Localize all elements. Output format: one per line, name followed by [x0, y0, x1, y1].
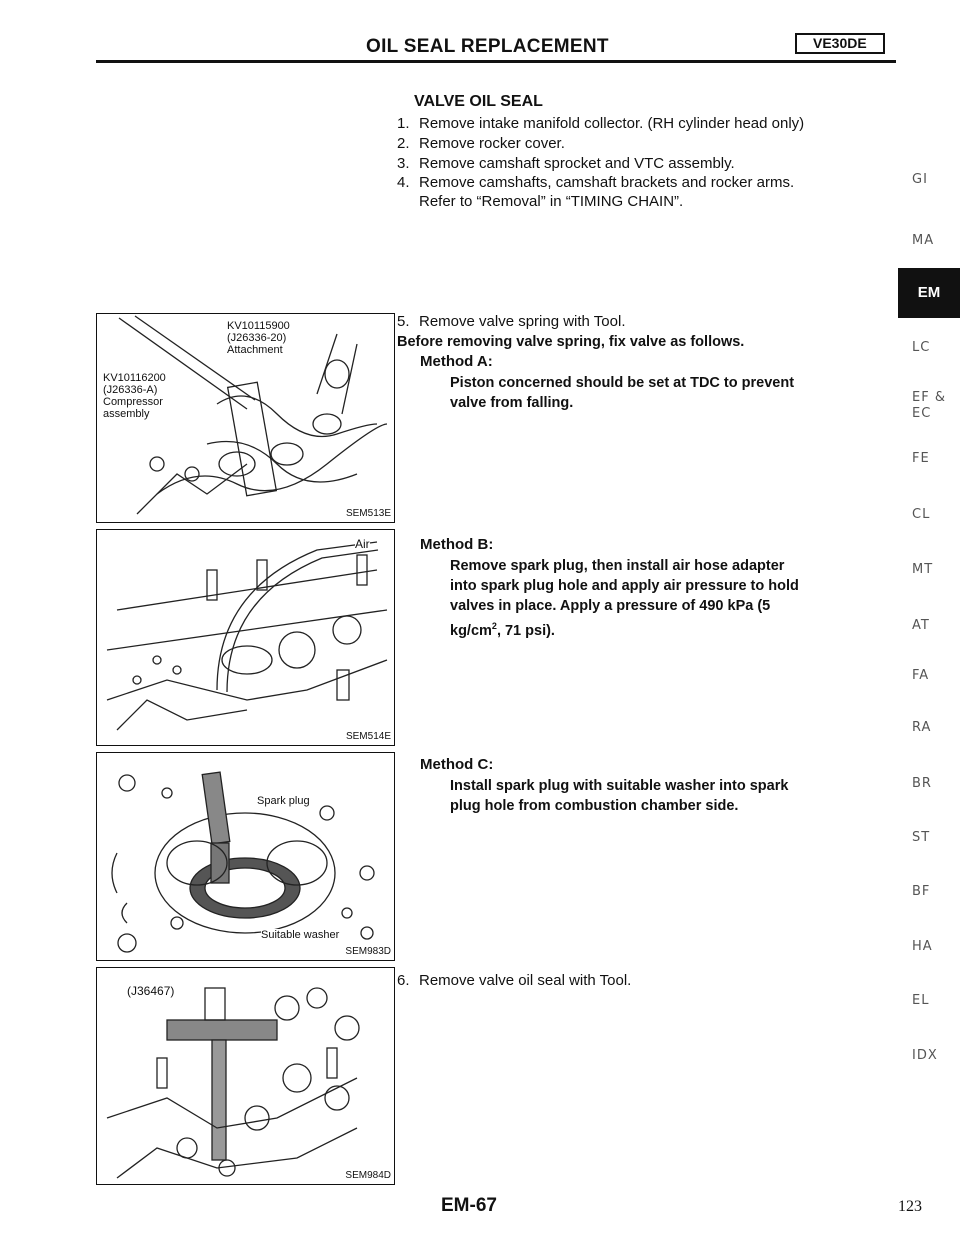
figure-code: SEM984D [345, 1170, 391, 1181]
header-rule [96, 60, 896, 63]
side-tab-bf[interactable]: BF [912, 884, 931, 899]
step-4: 4. Remove camshafts, camshaft brackets and rocker arms. [397, 174, 795, 191]
method-a-text: Piston concerned should be set at TDC to prevent valve from falling. [450, 375, 795, 411]
method-c-heading: Method C: [420, 756, 494, 773]
side-tab-ha[interactable]: HA [912, 939, 933, 954]
label-air: Air [355, 537, 370, 551]
side-tab-ma[interactable]: MA [912, 233, 935, 248]
page-number: 123 [898, 1198, 922, 1215]
side-tab-gi[interactable]: GI [912, 172, 928, 187]
side-tab-idx[interactable]: IDX [912, 1048, 938, 1063]
section-title: VALVE OIL SEAL [414, 93, 543, 110]
step-4-note: Refer to “Removal” in “TIMING CHAIN”. [419, 193, 684, 210]
side-tab-br[interactable]: BR [912, 776, 932, 791]
figure-code: SEM513E [345, 508, 391, 519]
step-2: 2. Remove rocker cover. [397, 135, 565, 152]
label-spark-plug: Spark plug [257, 795, 310, 807]
step-5: 5. Remove valve spring with Tool. [397, 313, 626, 330]
page-label: EM-67 [441, 1195, 497, 1216]
method-c-text: Install spark plug with suitable washer into spark plug hole from combustion chamber side. [450, 778, 789, 814]
step-3: 3. Remove camshaft sprocket and VTC assembly. [397, 155, 735, 172]
step-1: 1. Remove intake manifold collector. (RH cylinder head only) [397, 115, 805, 132]
figure-4-drawing [97, 968, 394, 1184]
figure-spark-plug-washer [96, 752, 395, 961]
side-tab-mt[interactable]: MT [912, 562, 934, 577]
figure-valve-oil-seal-tool [96, 967, 395, 1185]
figure-air-hose-adapter [96, 529, 395, 746]
label-tool-kv10116200: KV10116200 (J26336-A) Compressor assembly [103, 372, 166, 420]
page-title: OIL SEAL REPLACEMENT [366, 36, 609, 57]
figure-code: SEM514E [345, 731, 391, 742]
before-note: Before removing valve spring, fix valve as follows. [397, 334, 745, 350]
side-tab-fa[interactable]: FA [912, 668, 930, 683]
side-tab-fe[interactable]: FE [912, 451, 930, 466]
label-tool-kv10115900: KV10115900 (J26336-20) Attachment [227, 320, 290, 356]
figure-2-drawing [97, 530, 394, 745]
method-a-heading: Method A: [420, 353, 493, 370]
engine-badge: VE30DE [795, 33, 885, 54]
side-tab-st[interactable]: ST [912, 830, 931, 845]
figure-valve-spring-compressor [96, 313, 395, 523]
method-b-text: Remove spark plug, then install air hose adapter into spark plug hole and apply air pressure to hold valves in place. Apply a pressure of 490 kPa (5 $kg/cm^2$, 71 psi). [450, 558, 799, 639]
side-tab-el[interactable]: EL [912, 993, 930, 1008]
side-tab-ra[interactable]: RA [912, 720, 932, 735]
side-tab-cl[interactable]: CL [912, 507, 931, 522]
side-tab-ef[interactable]: EF & [912, 390, 946, 405]
figure-code: SEM983D [345, 946, 391, 957]
method-b-heading: Method B: [420, 536, 494, 553]
side-tab-lc[interactable]: LC [912, 340, 931, 355]
side-tab-ec[interactable]: EC [912, 406, 932, 421]
side-tab-at[interactable]: AT [912, 618, 930, 633]
step-6: 6. Remove valve oil seal with Tool. [397, 972, 632, 989]
label-tool-j36467: (J36467) [127, 984, 175, 998]
label-suitable-washer: Suitable washer [261, 929, 340, 941]
side-tab-em[interactable]: EM [898, 268, 960, 318]
figure-3-drawing [97, 753, 394, 960]
